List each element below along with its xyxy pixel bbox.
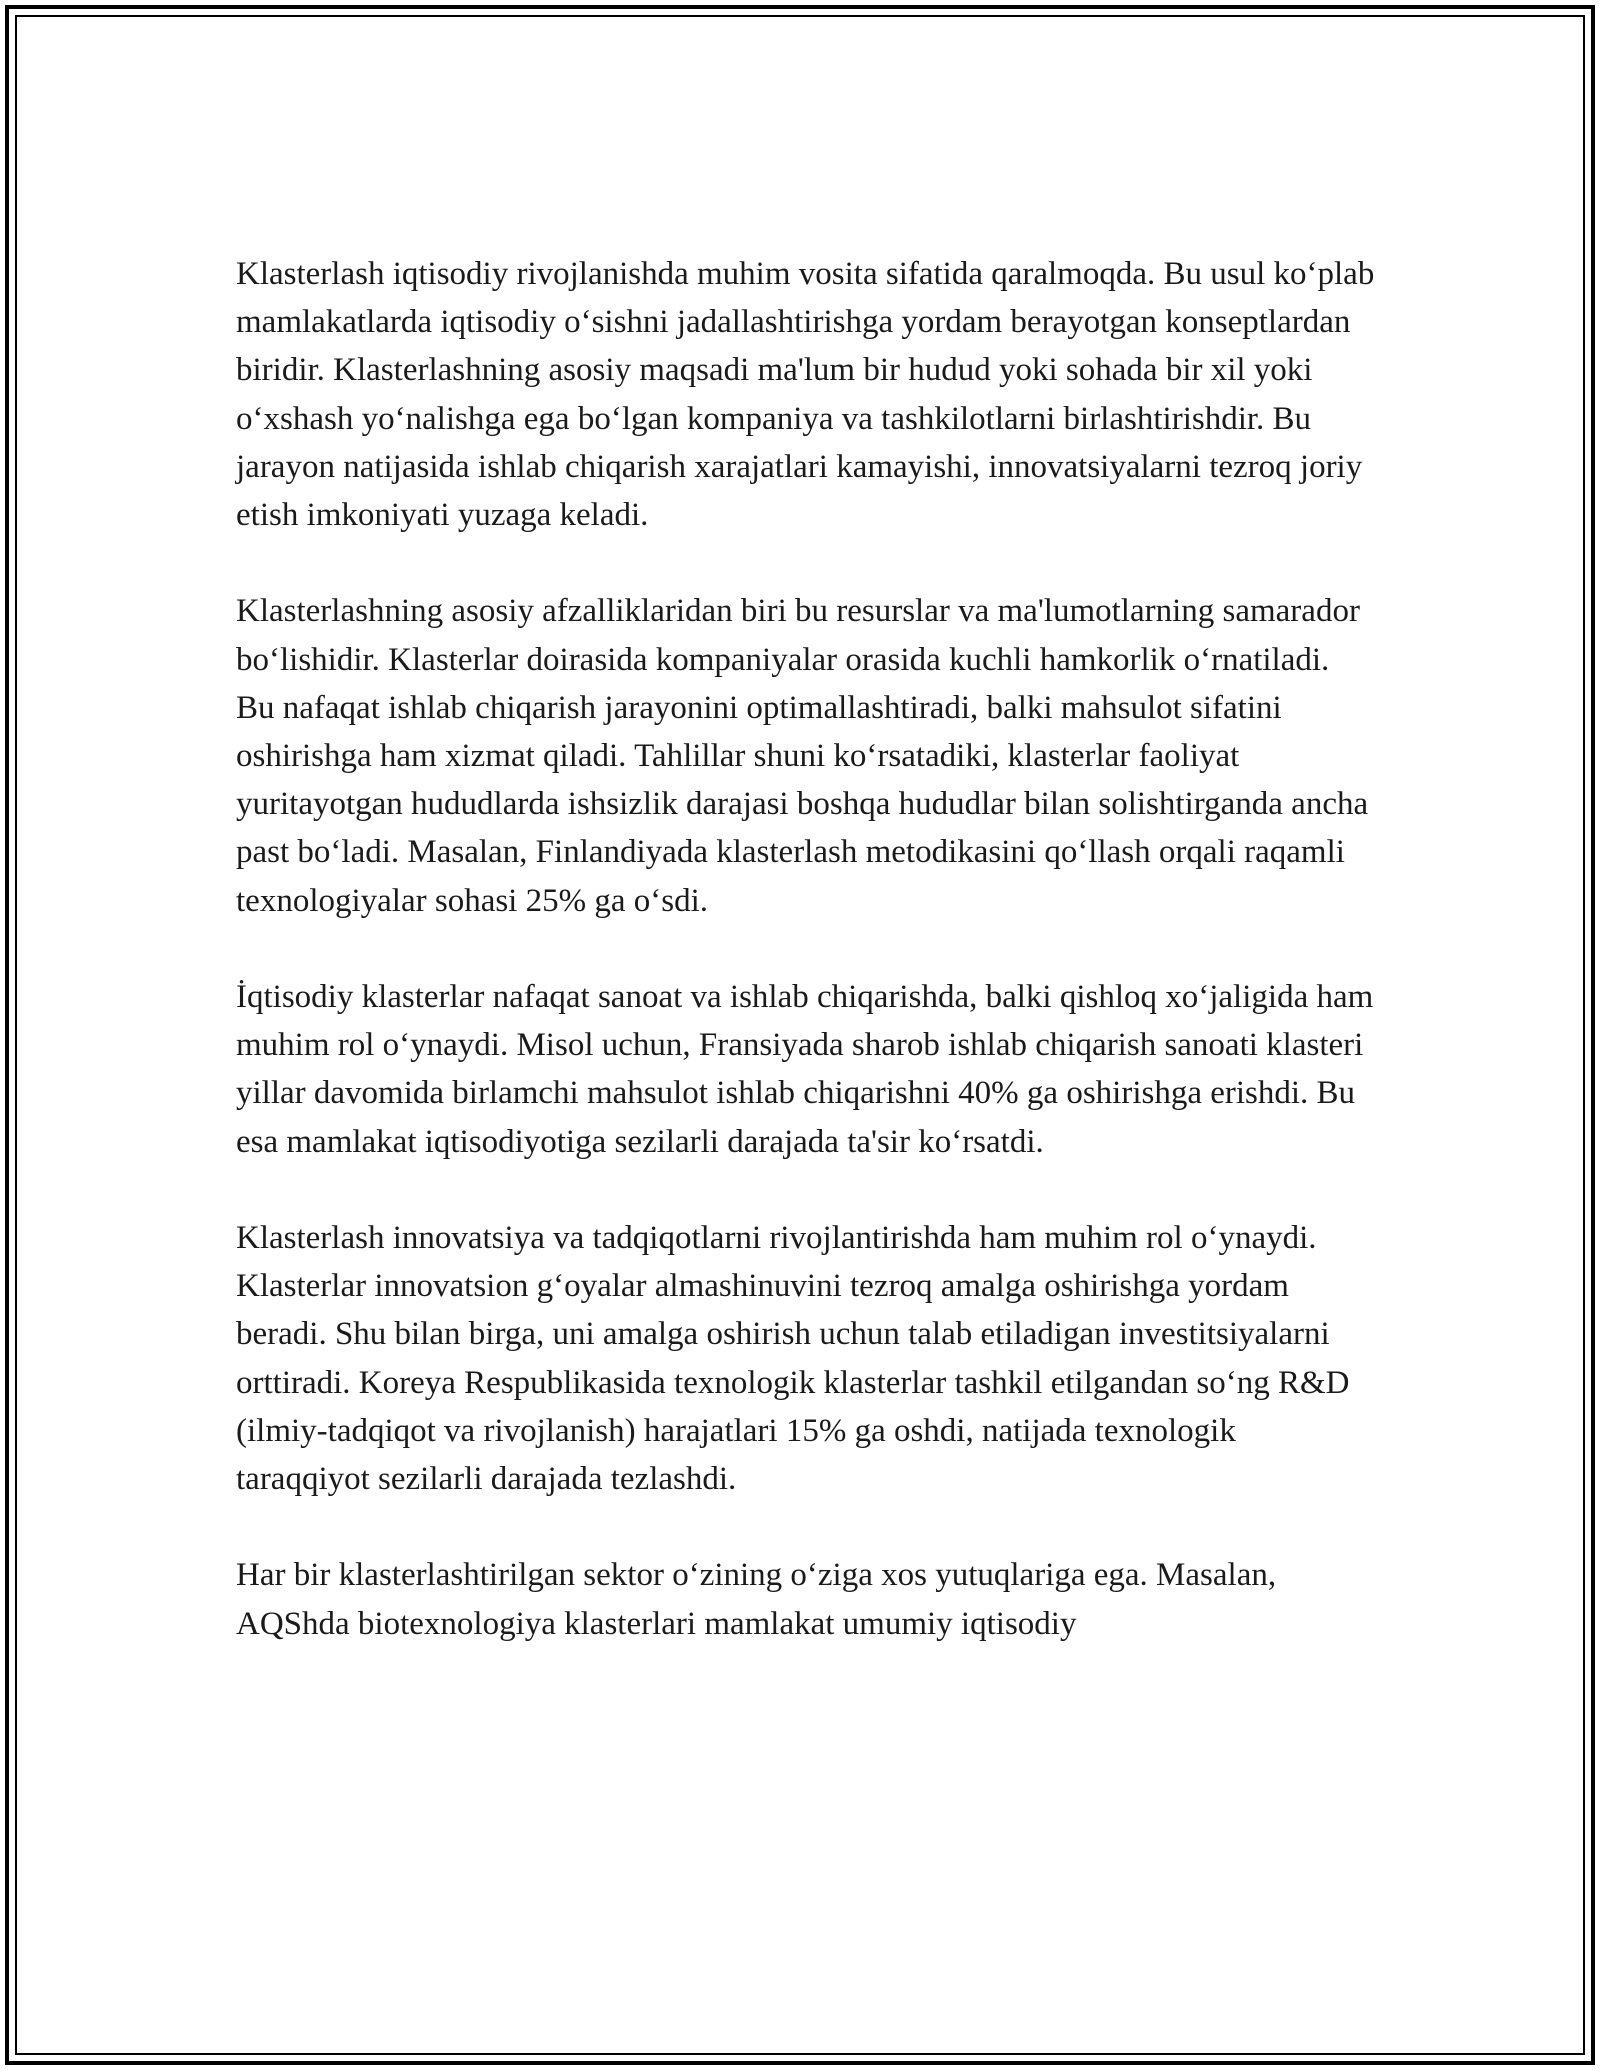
paragraph-2: Klasterlashning asosiy afzalliklaridan biri bu resurslar va ma'lumotlarning samarador boʻlishidir. Klasterlar doirasida kompaniyalar orasida kuchli hamkorlik oʻrnatiladi. Bu nafaqat ishlab chiqarish jarayonini optimallashtiradi, balki mahsulot sifatini oshirishga ham xizmat qiladi. Tahlillar shuni koʻrsatadiki, klasterlar faoliyat yuritayotgan hududlarda ishsizlik darajasi boshqa hududlar bilan solishtirganda ancha past boʻladi. Masalan, Finlandiyada klasterlash metodikasini qoʻllash orqali raqamli texnologiyalar sohasi 25% ga oʻsdi. [236, 593, 1369, 919]
document-body [236, 250, 1376, 1648]
paragraph-5: Har bir klasterlashtirilgan sektor oʻzining oʻziga xos yutuqlariga ega. Masalan, AQShda biotexnologiya klasterlari mamlakat umumiy iqtisodiy [236, 1557, 1277, 1642]
paragraph-4: Klasterlash innovatsiya va tadqiqotlarni rivojlantirishda ham muhim rol oʻynaydi. Klasterlar innovatsion gʻoyalar almashinuvini tezroq amalga oshirishga yordam beradi. Shu bilan birga, uni amalga oshirish uchun talab etiladigan investitsiyalarni orttiradi. Koreya Respublikasida texnologik klasterlar tashkil etilgandan soʻng R&D (ilmiy-tadqiqot va rivojlanish) harajatlari 15% ga oshdi, natijada texnologik taraqqiyot sezilarli darajada tezlashdi. [236, 1220, 1350, 1498]
paragraph-1: Klasterlash iqtisodiy rivojlanishda muhim vosita sifatida qaralmoqda. Bu usul koʻplab mamlakatlarda iqtisodiy oʻsishni jadallashtirishga yordam berayotgan konseptlardan biridir. Klasterlashning asosiy maqsadi ma'lum bir hudud yoki sohada bir xil yoki oʻxshash yoʻnalishga ega boʻlgan kompaniya va tashkilotlarni birlashtirishdir. Bu jarayon natijasida ishlab chiqarish xarajatlari kamayishi, innovatsiyalarni tezroq joriy etish imkoniyati yuzaga keladi. [236, 256, 1375, 534]
paragraph-3: İqtisodiy klasterlar nafaqat sanoat va ishlab chiqarishda, balki qishloq xoʻjaligida ham muhim rol oʻynaydi. Misol uchun, Fransiyada sharob ishlab chiqarish sanoati klasteri yillar davomida birlamchi mahsulot ishlab chiqarishni 40% ga oshirishga erishdi. Bu esa mamlakat iqtisodiyotiga sezilarli darajada ta'sir koʻrsatdi. [236, 979, 1374, 1160]
